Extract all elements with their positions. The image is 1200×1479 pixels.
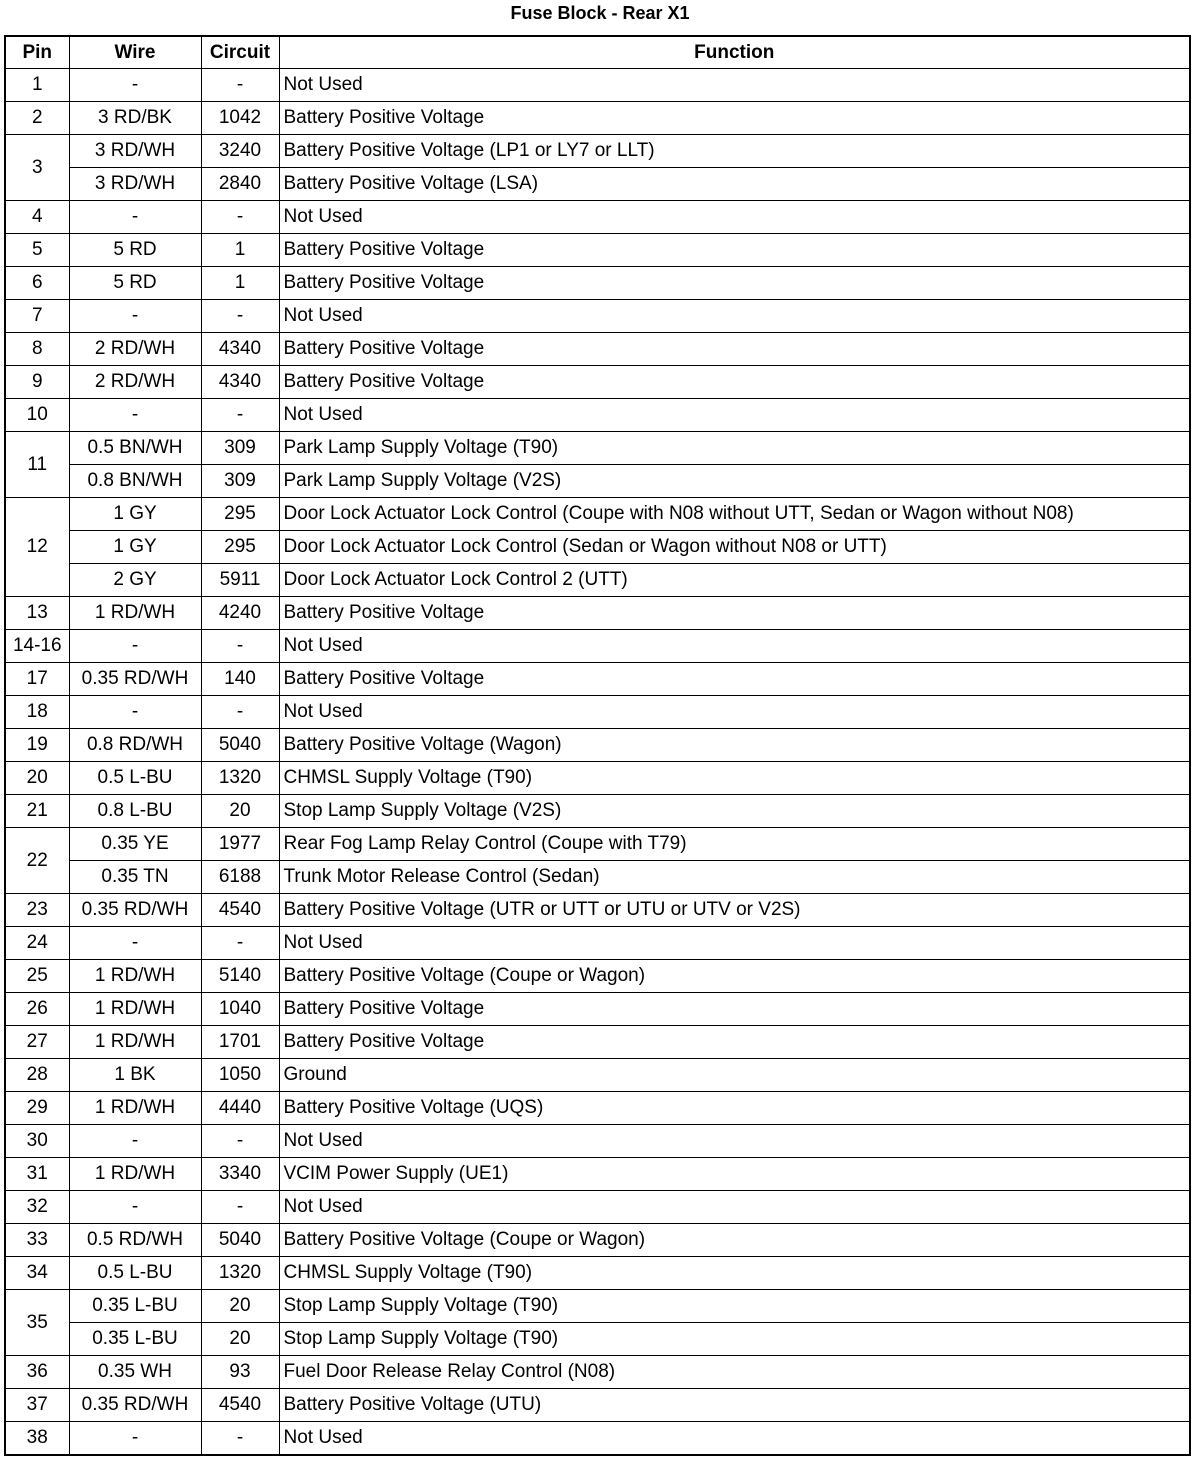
table-header	[5, 36, 1190, 69]
table-row	[5, 597, 1190, 630]
circuit-cell: -	[201, 1191, 279, 1224]
table-row	[5, 201, 1190, 234]
function-cell: Door Lock Actuator Lock Control (Sedan or Wagon without N08 or UTT)	[279, 531, 1190, 564]
circuit-cell: 295	[201, 498, 279, 531]
wire-cell: 1 RD/WH	[69, 597, 201, 630]
table-row	[5, 696, 1190, 729]
pin-cell: 7	[5, 300, 69, 333]
table-row	[5, 399, 1190, 432]
function-cell: Battery Positive Voltage	[279, 102, 1190, 135]
wire-cell: 0.8 L-BU	[69, 795, 201, 828]
table-body	[5, 69, 1190, 1456]
pin-cell: 33	[5, 1224, 69, 1257]
pin-cell: 29	[5, 1092, 69, 1125]
table-row	[5, 828, 1190, 861]
wire-cell: 5 RD	[69, 267, 201, 300]
pin-cell: 27	[5, 1026, 69, 1059]
function-cell: Battery Positive Voltage	[279, 267, 1190, 300]
table-row	[5, 1092, 1190, 1125]
circuit-cell: 1	[201, 234, 279, 267]
pin-cell: 37	[5, 1389, 69, 1422]
pin-cell: 6	[5, 267, 69, 300]
wire-cell: -	[69, 696, 201, 729]
table-row	[5, 1257, 1190, 1290]
pin-cell: 22	[5, 828, 69, 894]
function-cell: Not Used	[279, 69, 1190, 102]
circuit-cell: -	[201, 927, 279, 960]
table-row	[5, 1224, 1190, 1257]
pin-cell: 28	[5, 1059, 69, 1092]
table-row	[5, 102, 1190, 135]
wire-cell: -	[69, 1125, 201, 1158]
function-cell: Not Used	[279, 630, 1190, 663]
circuit-cell: 5911	[201, 564, 279, 597]
wire-cell: 1 RD/WH	[69, 960, 201, 993]
circuit-cell: 1977	[201, 828, 279, 861]
table-title: Fuse Block - Rear X1	[510, 3, 690, 23]
wire-cell: 1 RD/WH	[69, 993, 201, 1026]
pin-cell: 1	[5, 69, 69, 102]
function-cell: Park Lamp Supply Voltage (T90)	[279, 432, 1190, 465]
wire-cell: -	[69, 630, 201, 663]
table-row	[5, 1356, 1190, 1389]
circuit-cell: -	[201, 1422, 279, 1456]
circuit-cell: 93	[201, 1356, 279, 1389]
wire-cell: 0.5 L-BU	[69, 762, 201, 795]
wire-cell: 0.35 L-BU	[69, 1290, 201, 1323]
circuit-cell: 4340	[201, 333, 279, 366]
wire-cell: 3 RD/BK	[69, 102, 201, 135]
wire-cell: 2 GY	[69, 564, 201, 597]
pin-cell: 34	[5, 1257, 69, 1290]
function-cell: Battery Positive Voltage (UTU)	[279, 1389, 1190, 1422]
circuit-cell: 6188	[201, 861, 279, 894]
column-header-function: Function	[279, 36, 1190, 69]
circuit-cell: 295	[201, 531, 279, 564]
circuit-cell: 5040	[201, 729, 279, 762]
table-row	[5, 135, 1190, 168]
function-cell: Battery Positive Voltage (Coupe or Wagon)	[279, 1224, 1190, 1257]
circuit-cell: 309	[201, 432, 279, 465]
pin-cell: 12	[5, 498, 69, 597]
table-row	[5, 630, 1190, 663]
wire-cell: 0.8 RD/WH	[69, 729, 201, 762]
pin-cell: 8	[5, 333, 69, 366]
header-row	[5, 36, 1190, 69]
pin-cell: 30	[5, 1125, 69, 1158]
function-cell: Battery Positive Voltage (UQS)	[279, 1092, 1190, 1125]
wire-cell: -	[69, 69, 201, 102]
table-row	[5, 1125, 1190, 1158]
circuit-cell: 4240	[201, 597, 279, 630]
column-header-circuit: Circuit	[201, 36, 279, 69]
pin-cell: 20	[5, 762, 69, 795]
table-row	[5, 663, 1190, 696]
wire-cell: 1 GY	[69, 531, 201, 564]
circuit-cell: 1042	[201, 102, 279, 135]
circuit-cell: 4540	[201, 1389, 279, 1422]
pin-cell: 11	[5, 432, 69, 498]
table-row	[5, 993, 1190, 1026]
wire-cell: -	[69, 201, 201, 234]
wire-cell: 1 BK	[69, 1059, 201, 1092]
table-row	[5, 1290, 1190, 1323]
circuit-cell: 20	[201, 1290, 279, 1323]
wire-cell: 1 RD/WH	[69, 1092, 201, 1125]
function-cell: VCIM Power Supply (UE1)	[279, 1158, 1190, 1191]
circuit-cell: -	[201, 1125, 279, 1158]
wire-cell: 1 RD/WH	[69, 1158, 201, 1191]
table-row	[5, 762, 1190, 795]
function-cell: Battery Positive Voltage (LP1 or LY7 or LLT)	[279, 135, 1190, 168]
pin-cell: 21	[5, 795, 69, 828]
function-cell: Battery Positive Voltage (Coupe or Wagon)	[279, 960, 1190, 993]
table-row	[5, 366, 1190, 399]
function-cell: Battery Positive Voltage	[279, 366, 1190, 399]
pin-cell: 3	[5, 135, 69, 201]
wire-cell: 0.35 L-BU	[69, 1323, 201, 1356]
column-header-pin: Pin	[5, 36, 69, 69]
function-cell: Not Used	[279, 1125, 1190, 1158]
pin-cell: 14-16	[5, 630, 69, 663]
function-cell: Not Used	[279, 300, 1190, 333]
table-row	[5, 1191, 1190, 1224]
table-row	[5, 861, 1190, 894]
wire-cell: 0.35 RD/WH	[69, 663, 201, 696]
table-row	[5, 564, 1190, 597]
table-row	[5, 267, 1190, 300]
circuit-cell: 1050	[201, 1059, 279, 1092]
wire-cell: 1 RD/WH	[69, 1026, 201, 1059]
column-header-wire: Wire	[69, 36, 201, 69]
pin-cell: 26	[5, 993, 69, 1026]
wire-cell: 0.5 BN/WH	[69, 432, 201, 465]
function-cell: Not Used	[279, 696, 1190, 729]
function-cell: Door Lock Actuator Lock Control 2 (UTT)	[279, 564, 1190, 597]
wire-cell: 2 RD/WH	[69, 333, 201, 366]
pin-cell: 10	[5, 399, 69, 432]
wire-cell: 3 RD/WH	[69, 168, 201, 201]
wire-cell: -	[69, 927, 201, 960]
function-cell: Battery Positive Voltage (Wagon)	[279, 729, 1190, 762]
circuit-cell: 1320	[201, 762, 279, 795]
function-cell: Rear Fog Lamp Relay Control (Coupe with T79)	[279, 828, 1190, 861]
wire-cell: 0.5 RD/WH	[69, 1224, 201, 1257]
function-cell: Battery Positive Voltage	[279, 333, 1190, 366]
pin-cell: 25	[5, 960, 69, 993]
circuit-cell: 1320	[201, 1257, 279, 1290]
pin-cell: 36	[5, 1356, 69, 1389]
function-cell: Stop Lamp Supply Voltage (T90)	[279, 1323, 1190, 1356]
function-cell: Stop Lamp Supply Voltage (T90)	[279, 1290, 1190, 1323]
pin-cell: 4	[5, 201, 69, 234]
wire-cell: 0.5 L-BU	[69, 1257, 201, 1290]
table-row	[5, 927, 1190, 960]
pin-cell: 2	[5, 102, 69, 135]
function-cell: Ground	[279, 1059, 1190, 1092]
circuit-cell: 20	[201, 795, 279, 828]
circuit-cell: 5040	[201, 1224, 279, 1257]
pin-cell: 32	[5, 1191, 69, 1224]
function-cell: Battery Positive Voltage	[279, 993, 1190, 1026]
wire-cell: 2 RD/WH	[69, 366, 201, 399]
pin-cell: 35	[5, 1290, 69, 1356]
circuit-cell: 309	[201, 465, 279, 498]
function-cell: CHMSL Supply Voltage (T90)	[279, 762, 1190, 795]
wire-cell: -	[69, 399, 201, 432]
table-row	[5, 1026, 1190, 1059]
pin-cell: 18	[5, 696, 69, 729]
circuit-cell: 4340	[201, 366, 279, 399]
function-cell: Battery Positive Voltage	[279, 234, 1190, 267]
table-row	[5, 1323, 1190, 1356]
wire-cell: 0.35 TN	[69, 861, 201, 894]
pin-cell: 17	[5, 663, 69, 696]
table-row	[5, 465, 1190, 498]
circuit-cell: -	[201, 300, 279, 333]
circuit-cell: -	[201, 696, 279, 729]
circuit-cell: -	[201, 201, 279, 234]
circuit-cell: 4440	[201, 1092, 279, 1125]
wire-cell: -	[69, 300, 201, 333]
function-cell: Battery Positive Voltage	[279, 663, 1190, 696]
circuit-cell: 3240	[201, 135, 279, 168]
pin-cell: 19	[5, 729, 69, 762]
function-cell: Trunk Motor Release Control (Sedan)	[279, 861, 1190, 894]
function-cell: Not Used	[279, 927, 1190, 960]
table-row	[5, 1389, 1190, 1422]
wire-cell: 0.8 BN/WH	[69, 465, 201, 498]
function-cell: Fuel Door Release Relay Control (N08)	[279, 1356, 1190, 1389]
function-cell: Battery Positive Voltage (UTR or UTT or UTU or UTV or V2S)	[279, 894, 1190, 927]
function-cell: Not Used	[279, 1422, 1190, 1456]
function-cell: CHMSL Supply Voltage (T90)	[279, 1257, 1190, 1290]
wire-cell: 0.35 WH	[69, 1356, 201, 1389]
table-row	[5, 531, 1190, 564]
circuit-cell: 2840	[201, 168, 279, 201]
circuit-cell: 4540	[201, 894, 279, 927]
function-cell: Stop Lamp Supply Voltage (V2S)	[279, 795, 1190, 828]
pin-cell: 38	[5, 1422, 69, 1456]
table-row	[5, 729, 1190, 762]
pin-cell: 5	[5, 234, 69, 267]
function-cell: Not Used	[279, 201, 1190, 234]
function-cell: Not Used	[279, 1191, 1190, 1224]
table-row	[5, 894, 1190, 927]
function-cell: Park Lamp Supply Voltage (V2S)	[279, 465, 1190, 498]
wire-cell: 3 RD/WH	[69, 135, 201, 168]
table-row	[5, 300, 1190, 333]
pin-cell: 9	[5, 366, 69, 399]
table-row	[5, 795, 1190, 828]
circuit-cell: 1701	[201, 1026, 279, 1059]
function-cell: Battery Positive Voltage	[279, 597, 1190, 630]
pinout-table	[4, 35, 1191, 1456]
table-row	[5, 333, 1190, 366]
wire-cell: -	[69, 1422, 201, 1456]
circuit-cell: -	[201, 630, 279, 663]
table-row	[5, 1158, 1190, 1191]
table-row	[5, 168, 1190, 201]
wire-cell: -	[69, 1191, 201, 1224]
function-cell: Battery Positive Voltage	[279, 1026, 1190, 1059]
table-row	[5, 960, 1190, 993]
circuit-cell: 20	[201, 1323, 279, 1356]
circuit-cell: -	[201, 399, 279, 432]
circuit-cell: 140	[201, 663, 279, 696]
table-row	[5, 432, 1190, 465]
wire-cell: 0.35 RD/WH	[69, 1389, 201, 1422]
table-row	[5, 1059, 1190, 1092]
circuit-cell: 5140	[201, 960, 279, 993]
wire-cell: 0.35 YE	[69, 828, 201, 861]
circuit-cell: 3340	[201, 1158, 279, 1191]
table-row	[5, 1422, 1190, 1456]
wire-cell: 0.35 RD/WH	[69, 894, 201, 927]
pin-cell: 24	[5, 927, 69, 960]
table-row	[5, 498, 1190, 531]
table-row	[5, 69, 1190, 102]
pin-cell: 23	[5, 894, 69, 927]
circuit-cell: 1040	[201, 993, 279, 1026]
circuit-cell: 1	[201, 267, 279, 300]
function-cell: Battery Positive Voltage (LSA)	[279, 168, 1190, 201]
wire-cell: 1 GY	[69, 498, 201, 531]
circuit-cell: -	[201, 69, 279, 102]
pin-cell: 31	[5, 1158, 69, 1191]
function-cell: Door Lock Actuator Lock Control (Coupe with N08 without UTT, Sedan or Wagon without N08)	[279, 498, 1190, 531]
wire-cell: 5 RD	[69, 234, 201, 267]
table-row	[5, 234, 1190, 267]
function-cell: Not Used	[279, 399, 1190, 432]
pin-cell: 13	[5, 597, 69, 630]
